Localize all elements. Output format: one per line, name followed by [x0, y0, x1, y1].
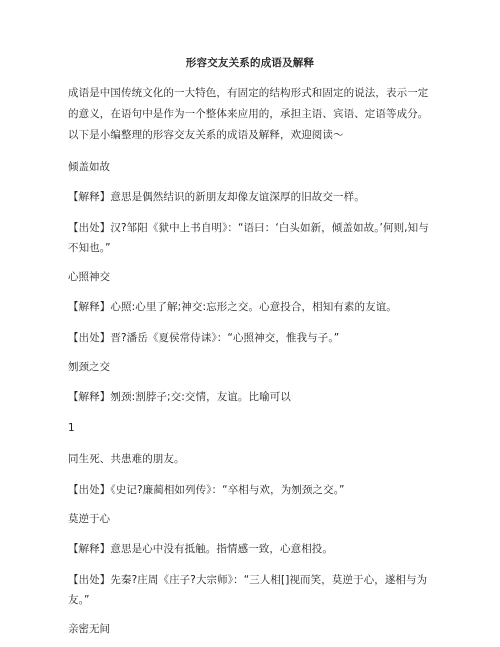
page-number: 1 — [68, 422, 75, 434]
idiom-source: 【出处】《史记?廉蔺相如列传》：“卒相与欢，为刎颈之交。” — [68, 484, 345, 496]
idiom-heading: 亲密无间 — [68, 623, 110, 635]
idiom-explanation: 【解释】意思是心中没有抵触。指情感一致，心意相投。 — [68, 543, 333, 555]
idiom-explanation: 【解释】意思是偶然结识的新朋友却像友谊深厚的旧故交一样。 — [68, 191, 365, 203]
document-title: 形容交友关系的成语及解释 — [185, 57, 315, 69]
idiom-heading: 莫逆于心 — [68, 513, 110, 525]
idiom-heading: 刎颈之交 — [68, 361, 110, 373]
idiom-explanation: 【解释】刎颈:割脖子;交:交情，友谊。比喻可以 — [68, 391, 291, 403]
idiom-heading: 倾盖如故 — [68, 161, 110, 173]
idiom-heading: 心照神交 — [68, 271, 110, 283]
intro-paragraph: 成语是中国传统文化的一大特色，有固定的结构形式和固定的说法，表示一定的意义，在语句中是作为一个整体来应用的，承担主语、宾语、定语等成分。以下是小编整理的形容交友关系的成语及解释，欢迎阅读～ — [68, 87, 429, 141]
idiom-source: 【出处】晋?潘岳《夏侯常侍诔》：“心照神交，惟我与子。” — [68, 332, 340, 344]
idiom-explanation: 【解释】心照:心里了解;神交:忘形之交。心意投合，相知有素的友谊。 — [68, 301, 397, 313]
idiom-source: 【出处】先秦?庄周《庄子?大宗师》：“三人相[]视而笑，莫逆于心，遂相与为友。” — [68, 574, 428, 606]
idiom-source: 【出处】汉?邹阳《狱中上书自明》：“语曰：‘白头如新，倾盖如故。’何则,知与不知也。” — [68, 222, 429, 254]
idiom-explanation-continuation: 同生死、共患难的朋友。 — [68, 453, 185, 465]
